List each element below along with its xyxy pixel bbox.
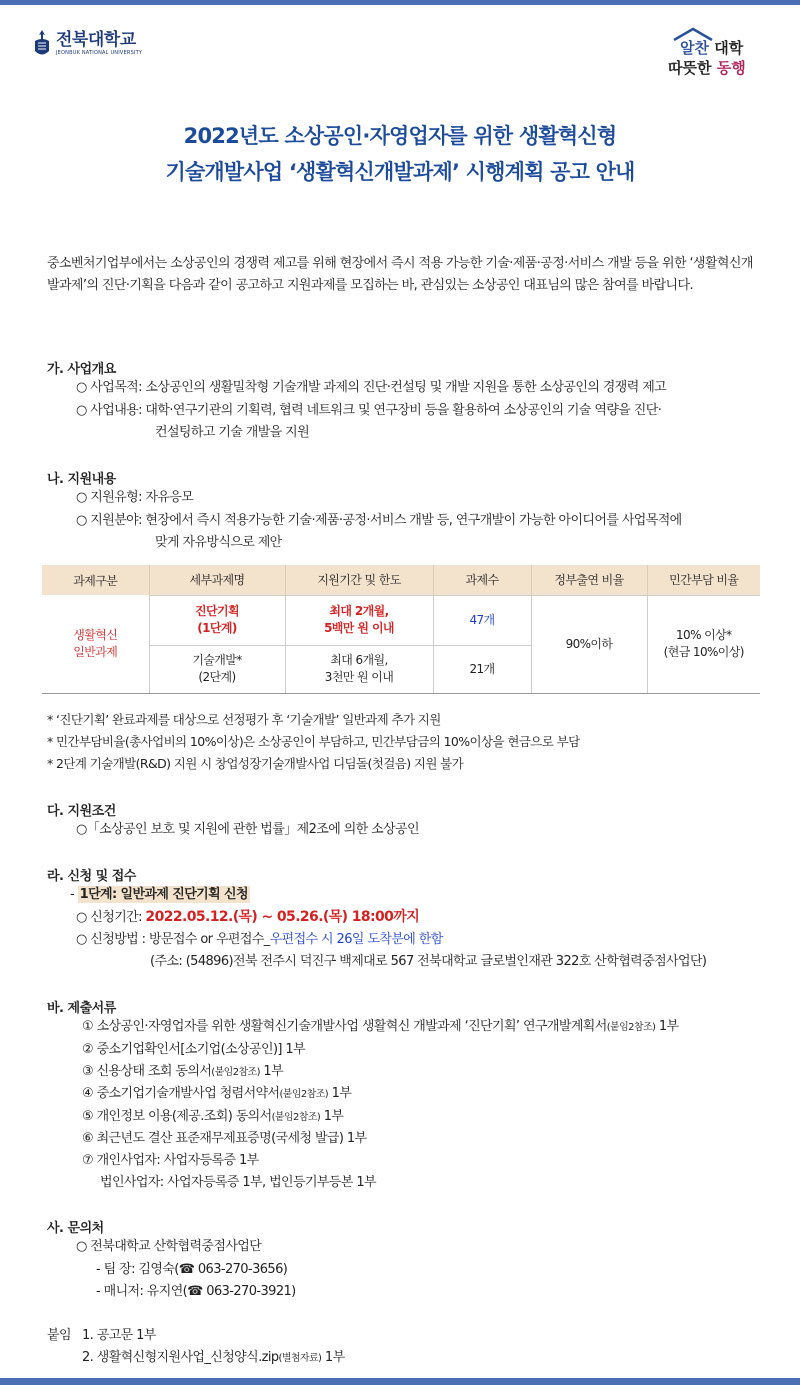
table-cell-gov-ratio: 90%이하 <box>531 595 647 693</box>
support-type: ○ 지원유형: 자유응모 <box>76 490 194 505</box>
attachment-item: 1. 공고문 1부 <box>82 1328 156 1343</box>
overview-content-cont: 컨설팅하고 기술 개발을 지원 <box>155 425 310 440</box>
support-field-cont: 맞게 자유방식으로 제안 <box>155 535 282 550</box>
university-emblem-icon <box>32 29 52 59</box>
table-header: 과제수 <box>433 565 531 595</box>
period-value: 2022.05.12.(목) ~ 05.26.(목) 18:00까지 <box>145 909 420 925</box>
table-header: 정부출연 비율 <box>531 565 647 595</box>
table-header: 세부과제명 <box>149 565 285 595</box>
document-item: ⑦ 개인사업자: 사업자등록증 1부 <box>82 1153 259 1168</box>
table-cell-private-ratio: 10% 이상* (현금 10%이상) <box>647 595 760 693</box>
contact-person: - 매니저: 유지연(☎ 063-270-3921) <box>96 1284 296 1299</box>
slogan-logo <box>668 27 758 79</box>
table-cell-category: 생활혁신 일반과제 <box>42 595 149 693</box>
note-item: * ‘진단기획’ 완료과제를 대상으로 선정평가 후 ‘기술개발’ 일반과제 추가 지원 <box>47 712 441 727</box>
contact-org: ○ 전북대학교 산학협력중점사업단 <box>76 1239 262 1254</box>
note-item: * 2단계 기술개발(R&D) 지원 시 창업성장기술개발사업 디딤돌(첫걸음) 지원 불가 <box>47 756 464 771</box>
condition-item: ○「소상공인 보호 및 지원에 관한 법률」제2조에 의한 소상공인 <box>76 822 419 837</box>
section-heading-conditions: 다. 지원조건 <box>47 804 116 819</box>
attachments-label: 붙임 <box>47 1328 71 1343</box>
table-header: 과제구분 <box>42 565 149 595</box>
support-table <box>42 565 760 694</box>
overview-content: ○ 사업내용: 대학·연구기관의 기획력, 협력 네트워크 및 연구장비 등을 활용하여 소상공인의 기술 역량을 진단· <box>76 403 662 418</box>
document-item: ⑥ 최근년도 결산 표준재무제표증명(국세청 발급) 1부 <box>82 1131 367 1146</box>
table-header-row <box>42 565 760 595</box>
support-field: ○ 지원분야: 현장에서 즉시 적용가능한 기술·제품·공정·서비스 개발 등, 연구개발이 가능한 아이디어를 사업목적에 <box>76 513 682 528</box>
section-heading-documents: 바. 제출서류 <box>47 1001 116 1016</box>
table-cell-period: 최대 2개월, 5백만 원 이내 <box>285 595 433 645</box>
document-item: ⑤ 개인정보 이용(제공.조회) 동의서(붙임2참조) 1부 <box>82 1109 344 1124</box>
page-title <box>0 118 800 190</box>
title-line-1: 2022년도 소상공인·자영업자를 위한 생활혁신형 <box>183 124 617 148</box>
overview-purpose: ○ 사업목적: 소상공인의 생활밀착형 기술개발 과제의 진단·컨설팅 및 개발 지원을 통한 소상공인의 경쟁력 제고 <box>76 380 667 395</box>
table-cell-task-name: 기술개발* (2단계) <box>149 645 285 693</box>
contact-person: - 팀 장: 김영숙(☎ 063-270-3656) <box>96 1262 288 1277</box>
stage-highlight: 1단계: 일반과제 진단기획 신청 <box>79 887 248 902</box>
document-item: ③ 신용상태 조회 동의서(붙임2참조) 1부 <box>82 1064 284 1079</box>
university-logo <box>32 29 142 59</box>
page-header <box>0 5 800 85</box>
table-cell-period: 최대 6개월, 3천만 원 이내 <box>285 645 433 693</box>
table-cell-count: 21개 <box>433 645 531 693</box>
application-period: ○ 신청기간: 2022.05.12.(목) ~ 05.26.(목) 18:00까지 <box>76 909 420 925</box>
document-item: ④ 중소기업기술개발사업 청렴서약서(붙임2참조) 1부 <box>82 1086 352 1101</box>
method-value: 우편접수 시 26일 도착분에 한함 <box>269 932 443 947</box>
application-method: ○ 신청방법 : 방문접수 or 우편접수_우편접수 시 26일 도착분에 한함 <box>76 932 443 947</box>
section-heading-application: 라. 신청 및 접수 <box>47 869 136 884</box>
university-name: 전북대학교 <box>56 30 136 50</box>
slogan-line-2: 따뜻한 동행 <box>668 59 746 77</box>
document-item: ② 중소기업확인서[소기업(소상공인)] 1부 <box>82 1042 306 1057</box>
table-cell-count: 47개 <box>433 595 531 645</box>
title-line-2: 기술개발사업 ‘생활혁신개발과제’ 시행계획 공고 안내 <box>165 160 635 184</box>
application-stage: - 1단계: 일반과제 진단기획 신청 <box>70 887 248 902</box>
table-cell-task-name: 진단기획 (1단계) <box>149 595 285 645</box>
note-item: * 민간부담비율(총사업비의 10%이상)은 소상공인이 부담하고, 민간부담금의 10%이상을 현금으로 부담 <box>47 734 580 749</box>
section-heading-contact: 사. 문의처 <box>47 1221 104 1236</box>
table-header: 지원기간 및 한도 <box>285 565 433 595</box>
table-row <box>42 595 760 645</box>
table-header: 민간부담 비율 <box>647 565 760 595</box>
document-item-corporate: 법인사업자: 사업자등록증 1부, 법인등기부등본 1부 <box>100 1175 376 1190</box>
intro-paragraph: 중소벤처기업부에서는 소상공인의 경쟁력 제고를 위해 현장에서 즉시 적용 가능한 기술·제품·공정·서비스 개발 등을 위한 ‘생활혁신개발과제’의 진단·기획을 다음과 같이 공고하고 지원과제를 모집하는 바, 관심있는 소상공인 대표님의 많은 참여를 바랍니다. <box>47 256 753 293</box>
document-item: ① 소상공인·자영업자를 위한 생활혁신기술개발사업 생활혁신 개발과제 ‘진단기획’ 연구개발계획서(붙임2참조) 1부 <box>82 1019 679 1034</box>
slogan-line-1: 알찬 대학 <box>680 39 744 57</box>
section-heading-support: 나. 지원내용 <box>47 472 116 487</box>
attachment-item: 2. 생활혁신형지원사업_신청양식.zip(별첨자료) 1부 <box>82 1350 345 1365</box>
section-heading-overview: 가. 사업개요 <box>47 362 116 377</box>
application-address: (주소: (54896)전북 전주시 덕진구 백제대로 567 전북대학교 글로벌인재관 322호 산학협력중점사업단) <box>150 954 707 969</box>
university-name-en: JEONBUK NATIONAL UNIVERSITY <box>56 50 143 56</box>
bottom-accent-bar <box>0 1378 800 1385</box>
